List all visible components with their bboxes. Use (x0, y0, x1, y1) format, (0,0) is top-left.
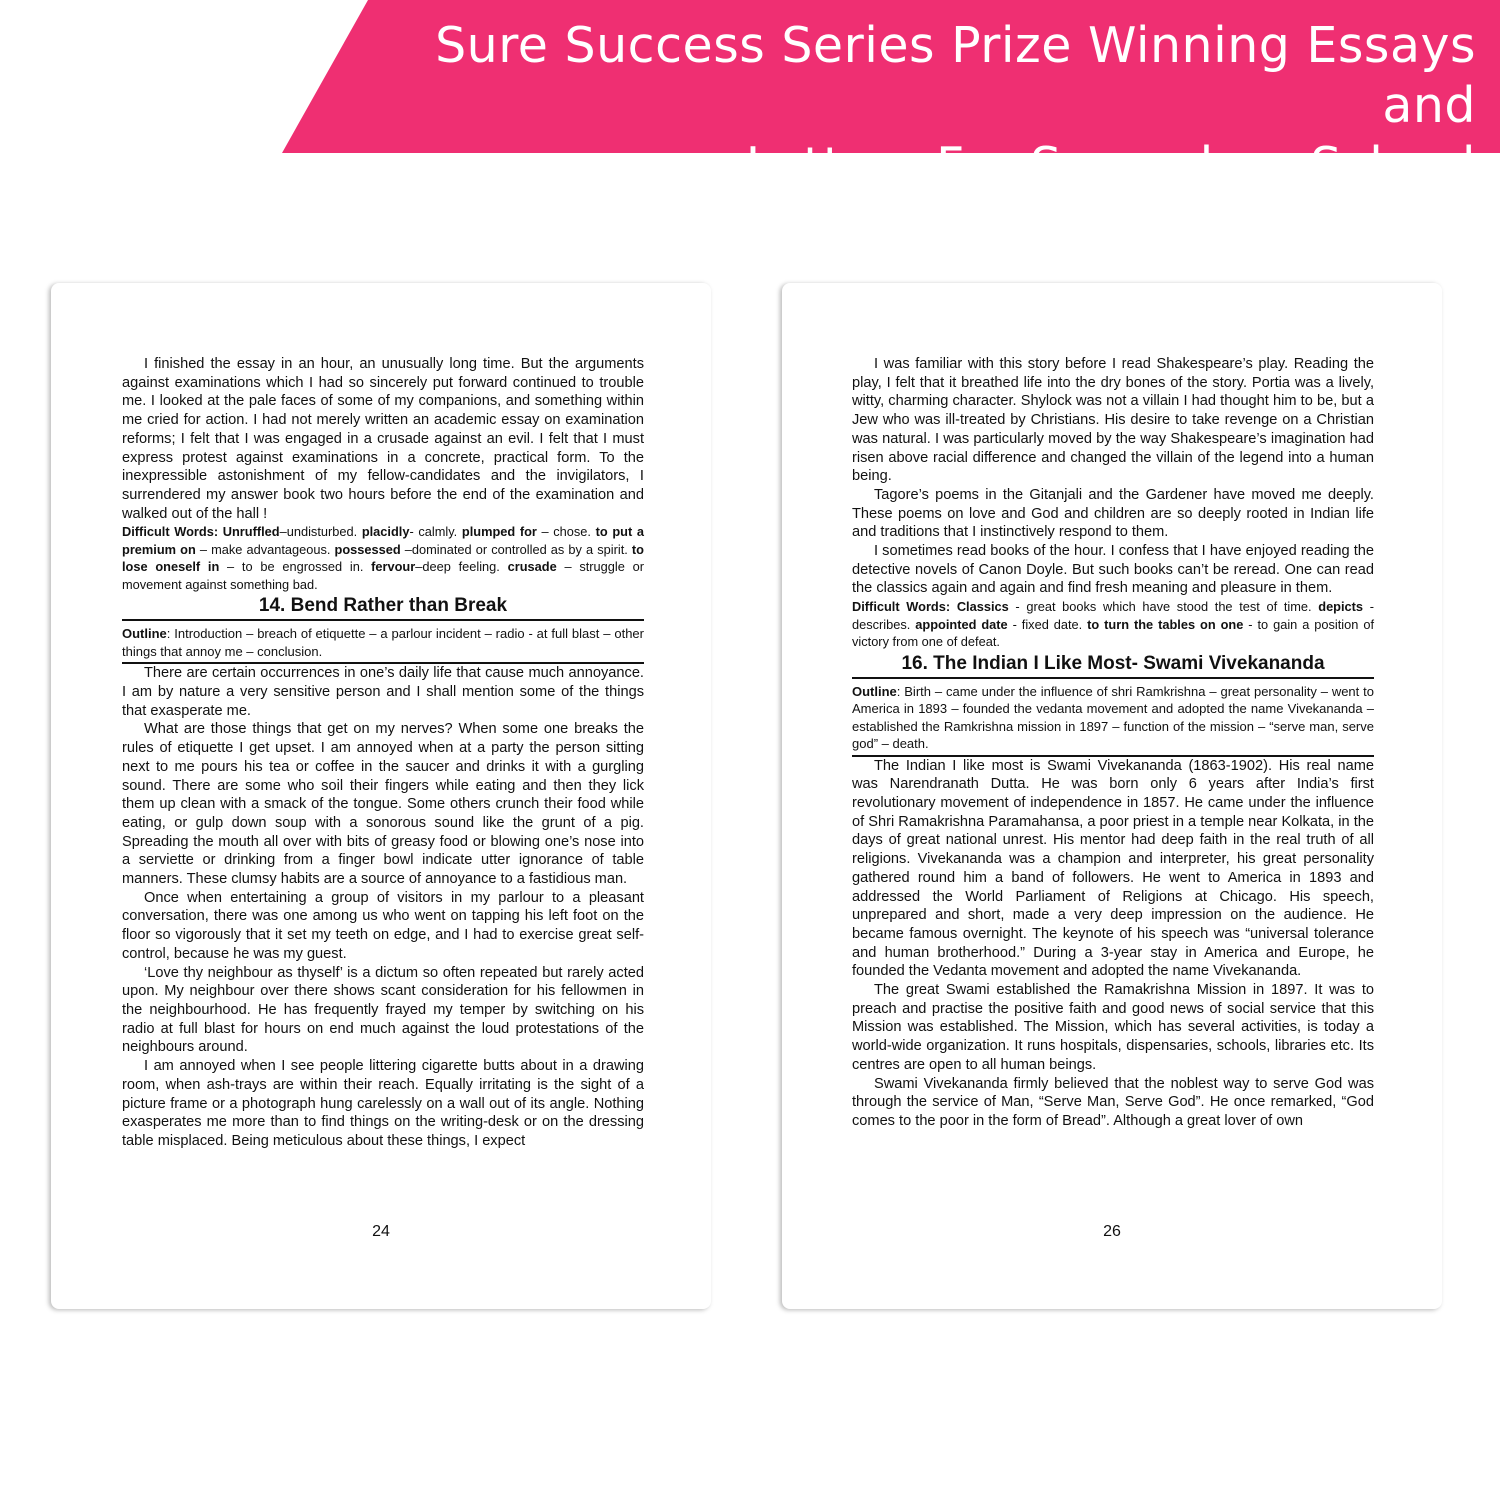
paragraph: The great Swami established the Ramakrishna Mission in 1897. It was to preach and practise the positive faith and good news of social service that this Mission was established. The Mission, which has several activities, is today a world-wide organization. It runs hospitals, dispensaries, schools, libraries etc. Its centres are open to all human beings. (852, 982, 1374, 1073)
paragraph: I sometimes read books of the hour. I confess that I have enjoyed reading the detective novels of Canon Doyle. But such books can’t be reread. One can read the classics again and again and find fresh meaning and pleasure in them. (852, 543, 1374, 597)
term: plumped for (461, 524, 537, 540)
difficult-words (122, 523, 644, 593)
chapter-outline (852, 677, 1374, 757)
definition: – chose. (536, 524, 596, 540)
paragraph: I finished the essay in an hour, an unusually long time. But the arguments against examinations which I had so sincerely put forward continued to trouble me. I looked at the pale faces of some of my companions, and something within me cried for action. I had not merely written an academic essay on examination reforms; I felt that I was engaged in a crusade against an evil. I felt that I must express protest against examinations in a concrete, practical form. To the inexpressible astonishment of my fellow-candidates and the invigilators, I surrendered my answer book two hours before the end of the examination and walked out of the hall ! (122, 356, 644, 522)
paragraph: There are certain occurrences in one’s daily life that cause much annoyance. I am by nature a very sensitive person and I shall mention some of the things that exasperate me. (122, 665, 644, 719)
term: appointed date (915, 616, 1008, 632)
banner-title (326, 16, 1476, 196)
definition: - describes. (852, 599, 1374, 632)
term: Unruffled (222, 524, 280, 540)
difficult-words-label: Difficult Words: (122, 524, 219, 540)
definition: - fixed date. (1007, 616, 1088, 632)
paragraph: I was familiar with this story before I read Shakespeare’s play. Reading the play, I felt that it breathed life into the dry bones of the story. Portia was a lively, witty, charming character. Shylock was not a villain I had thought him to be, but a Jew who was ill-treated by Christians. His desire to take revenge on a Christian was natural. I was particularly moved by the way Shakespeare’s imagination had risen above racial difference and changed the villain of the legend into a human being. (852, 356, 1374, 485)
definition: – make advantageous. (195, 541, 335, 557)
term: depicts (1318, 599, 1364, 615)
page-text-column (852, 355, 1374, 1131)
outline-label: Outline (122, 626, 167, 642)
term: fervour (371, 559, 416, 575)
difficult-words-label: Difficult Words: (852, 599, 951, 615)
definition: - to gain a position of victory from one of defeat. (852, 616, 1374, 650)
definition: –dominated or controlled as by a spirit. (400, 541, 632, 557)
definition: - great books which have stood the test of time. (1008, 599, 1319, 615)
term: to lose oneself in (122, 541, 644, 575)
definition: – to be engrossed in. (219, 559, 372, 575)
banner-title-line-2: Letters For Secondary School (745, 137, 1476, 194)
term: Classics (956, 599, 1009, 615)
outline-text: : Introduction – breach of etiquette – a parlour incident – radio - at full blast – other things that annoy me – conclusion. (122, 626, 644, 659)
term: crusade (507, 559, 557, 575)
banner-title-line-1: Sure Success Series Prize Winning Essays and (435, 17, 1476, 134)
book-page-left (51, 283, 711, 1309)
title-banner (0, 0, 1500, 194)
paragraph: What are those things that get on my nerves? When some one breaks the rules of etiquette I get upset. I am annoyed when at a party the person sitting next to me pours his tea or coffee in the saucer and drinks it with a gurgling sound. There are some who soil their fingers while eating and then they lick them up clean with a smack of the tongue. Some others crunch their food while eating, or gulp down soup with a sonorous sound like the grunt of a pig. Spreading the mouth all over with bits of greasy food or blowing one’s nose into a serviette or drinking from a finger bowl indicate utter ignorance of table manners. These clumsy habits are a source of annoyance to a fastidious man. (122, 721, 644, 888)
page-number: 24 (372, 1223, 390, 1240)
paragraph: Swami Vivekananda firmly believed that the noblest way to serve God was through the service of Man, “Serve Man, Serve God”. He once remarked, “God comes to the poor in the form of Bread”. Although a great lover of own (852, 1075, 1374, 1129)
definition: – struggle or movement against something bad. (122, 559, 644, 592)
paragraph: ‘Love thy neighbour as thyself’ is a dictum so often repeated but rarely acted upon. My neighbour over there shows scant consideration for his fellowmen in the neighbourhood. He has frequently frayed my temper by switching on his radio at full blast for hours on end much against the loud protestations of the neighbours around. (122, 964, 644, 1056)
chapter-outline (122, 619, 644, 664)
book-page-right (782, 283, 1442, 1309)
chapter-heading: 16. The Indian I Like Most- Swami Vivekananda (901, 652, 1325, 674)
term: to turn the tables on one (1087, 616, 1244, 632)
term: placidly (361, 524, 410, 540)
definition: - calmly. (409, 524, 462, 540)
paragraph: I am annoyed when I see people littering cigarette butts about in a drawing room, when ash-trays are within their reach. Equally irritating is the sight of a picture frame or a photograph hung carelessly on a wall out of its angle. Nothing exasperates me more than to find things on the writing-desk or on the dressing table misplaced. Being meticulous about these things, I expect (122, 1058, 644, 1149)
definition: –undisturbed. (279, 524, 362, 540)
definition: –deep feeling. (415, 559, 508, 575)
paragraph: Tagore’s poems in the Gitanjali and the Gardener have moved me deeply. These poems on love and God and children are so deeply rooted in Indian life and traditions that I instinctively respond to them. (852, 486, 1374, 541)
term: to put a premium on (122, 524, 644, 557)
outline-label: Outline (852, 683, 897, 699)
chapter-heading: 14. Bend Rather than Break (258, 595, 508, 617)
paragraph: The Indian I like most is Swami Vivekananda (1863-1902). His real name was Narendranath Dutta. He was born only 6 years after India’s first revolutionary movement of independence in 1857. He came under the influence of Shri Ramakrishna Paramahansa, a poor priest in a temple near Kolkata, in the days of great national unrest. His mentor had deep faith in the real truth of all religions. Vivekananda was a champion and interpreter, his great personality gathered round him a band of followers. He went to America in 1893 and addressed the World Parliament of Religions at Chicago. His speech, unprepared and short, made a very deep impression on the audience. He became famous overnight. The keynote of his speech was “universal tolerance and human brotherhood.” During a 3-year stay in America and Europe, he founded the Vedanta movement and adopted the name Vivekananda. (852, 757, 1374, 980)
outline-text: : Birth – came under the influence of shri Ramkrishna – great personality – went to America in 1893 – founded the vedanta movement and adopted the name Vivekananda – established the Ramkrishna mission in 1897 – function of the mission – “serve man, serve god” – death. (852, 683, 1374, 752)
difficult-words (852, 598, 1374, 651)
page-text-column (122, 355, 644, 1151)
paragraph: Once when entertaining a group of visitors in my parlour to a pleasant conversation, there was one among us who went on tapping his left foot on the floor so vigorously that it set my teeth on edge, and I had to exercise great self-control, because he was my guest. (122, 889, 644, 962)
term: possessed (334, 541, 401, 557)
page-number: 26 (1103, 1223, 1121, 1240)
